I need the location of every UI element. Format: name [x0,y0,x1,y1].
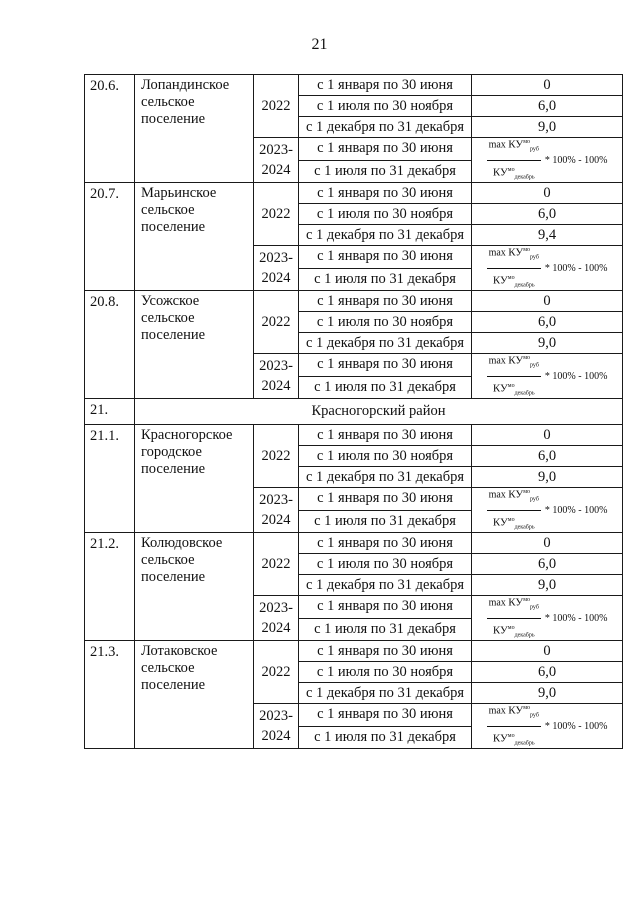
formula-ky: КУ [492,165,508,178]
formula-fraction [487,592,541,644]
formula-cell [472,246,623,291]
formula-sub-december: декабрь [514,631,535,638]
value-cell: 0 [472,533,623,554]
year-range-start: 2023- [259,600,293,616]
formula-sup-mo: мо [507,166,515,173]
formula-fraction [487,242,541,294]
period-cell: с 1 января по 30 июня [299,183,472,204]
period-cell: с 1 января по 30 июня [299,596,472,619]
tariff-formula [472,354,622,398]
period-cell: с 1 июля по 31 декабря [299,376,472,399]
formula-numerator [487,700,541,726]
formula-max: max [488,597,506,609]
year-range-cell [254,138,299,183]
formula-cell [472,488,623,533]
value-cell: 9,0 [472,467,623,488]
value-cell: 6,0 [472,204,623,225]
region-number: 21. [85,399,135,425]
year-range-end: 2024 [261,620,291,636]
year-range-end: 2024 [261,270,291,286]
year-cell: 2022 [254,291,299,354]
period-cell: с 1 июля по 30 ноября [299,96,472,117]
value-cell: 0 [472,75,623,96]
period-cell: с 1 декабря по 31 декабря [299,467,472,488]
period-cell: с 1 декабря по 31 декабря [299,117,472,138]
year-range-cell [254,246,299,291]
year-cell: 2022 [254,75,299,138]
formula-denominator [493,619,535,644]
period-cell: с 1 января по 30 июня [299,425,472,446]
formula-ky: КУ [508,354,524,367]
period-cell: с 1 июля по 31 декабря [299,510,472,533]
period-cell: с 1 января по 30 июня [299,75,472,96]
value-cell: 6,0 [472,96,623,117]
settlement-name: Красногорское городское поселение [135,425,254,533]
value-cell: 9,0 [472,683,623,704]
tariff-formula [472,704,622,748]
formula-sup-mo: мо [507,382,515,389]
formula-denominator [493,269,535,294]
formula-sup-mo: мо [523,597,530,604]
formula-numerator [487,592,541,618]
formula-max: max [488,247,506,259]
formula-sub-december: декабрь [514,281,535,288]
formula-tail: * 100% - 100% [544,612,608,624]
year-range-end: 2024 [261,728,291,744]
formula-denominator [493,161,535,186]
formula-ky: КУ [508,704,524,717]
formula-tail: * 100% - 100% [544,504,608,516]
value-cell: 6,0 [472,554,623,575]
formula-sub-december: декабрь [514,173,535,180]
period-cell: с 1 июля по 31 декабря [299,268,472,291]
formula-ky: КУ [492,381,508,394]
entry-number: 21.3. [85,641,135,749]
value-cell: 6,0 [472,446,623,467]
year-range-cell [254,704,299,749]
formula-sup-mo: мо [523,139,530,146]
value-cell: 9,0 [472,333,623,354]
formula-numerator [487,484,541,510]
formula-ky: КУ [492,273,508,286]
entry-number: 21.1. [85,425,135,533]
period-cell: с 1 января по 30 июня [299,641,472,662]
formula-ky: КУ [508,138,524,151]
formula-denominator [493,511,535,536]
year-range-cell [254,596,299,641]
period-cell: с 1 декабря по 31 декабря [299,575,472,596]
formula-max: max [488,489,506,501]
formula-tail: * 100% - 100% [544,154,608,166]
formula-sub-rub: руб [530,254,539,261]
settlement-name: Усожское сельское поселение [135,291,254,399]
period-cell: с 1 января по 30 июня [299,291,472,312]
period-cell: с 1 июля по 30 ноября [299,204,472,225]
formula-cell [472,138,623,183]
value-cell: 0 [472,641,623,662]
year-range-start: 2023- [259,142,293,158]
formula-fraction [487,134,541,186]
table-row [85,291,623,312]
period-cell: с 1 января по 30 июня [299,354,472,377]
formula-tail: * 100% - 100% [544,370,608,382]
table-row [85,641,623,662]
period-cell: с 1 июля по 30 ноября [299,662,472,683]
period-cell: с 1 июля по 30 ноября [299,446,472,467]
entry-number: 20.7. [85,183,135,291]
formula-sup-mo: мо [507,732,515,739]
formula-max: max [488,139,506,151]
entry-number: 20.8. [85,291,135,399]
period-cell: с 1 июля по 31 декабря [299,726,472,749]
formula-numerator [487,134,541,160]
value-cell: 0 [472,183,623,204]
formula-sub-rub: руб [530,604,539,611]
year-range-start: 2023- [259,250,293,266]
formula-sup-mo: мо [523,247,530,254]
settlement-name: Лопандинское сельское поселение [135,75,254,183]
value-cell: 0 [472,291,623,312]
period-cell: с 1 июля по 31 декабря [299,618,472,641]
period-cell: с 1 декабря по 31 декабря [299,683,472,704]
table-row [85,75,623,96]
period-cell: с 1 января по 30 июня [299,246,472,269]
formula-cell [472,704,623,749]
year-range-end: 2024 [261,162,291,178]
formula-tail: * 100% - 100% [544,720,608,732]
page-number: 21 [311,36,328,53]
formula-sub-rub: руб [530,146,539,153]
settlement-name: Лотаковское сельское поселение [135,641,254,749]
year-range-end: 2024 [261,512,291,528]
table-row [85,183,623,204]
formula-ky: КУ [492,731,508,744]
year-range-start: 2023- [259,358,293,374]
year-cell: 2022 [254,641,299,704]
year-cell: 2022 [254,183,299,246]
value-cell: 9,0 [472,117,623,138]
period-cell: с 1 июля по 31 декабря [299,160,472,183]
entry-number: 21.2. [85,533,135,641]
formula-numerator [487,242,541,268]
formula-max: max [488,705,506,717]
formula-sup-mo: мо [523,489,530,496]
formula-sup-mo: мо [523,355,530,362]
year-cell: 2022 [254,533,299,596]
tariff-formula [472,488,622,532]
tariff-formula [472,138,622,182]
table-row [85,425,623,446]
formula-ky: КУ [508,488,524,501]
formula-fraction [487,700,541,752]
region-row [85,399,623,425]
tariff-table-body [85,75,623,749]
formula-ky: КУ [492,623,508,636]
settlement-name: Марьинское сельское поселение [135,183,254,291]
value-cell: 6,0 [472,312,623,333]
formula-ky: КУ [508,596,524,609]
year-range-end: 2024 [261,378,291,394]
settlement-name: Колюдовское сельское поселение [135,533,254,641]
period-cell: с 1 июля по 30 ноября [299,312,472,333]
value-cell: 9,4 [472,225,623,246]
formula-cell [472,354,623,399]
period-cell: с 1 января по 30 июня [299,138,472,161]
year-range-start: 2023- [259,708,293,724]
formula-numerator [487,350,541,376]
formula-sup-mo: мо [507,516,515,523]
tariff-table [84,74,623,749]
formula-fraction [487,350,541,402]
formula-denominator [493,727,535,752]
formula-sub-rub: руб [530,496,539,503]
formula-sub-december: декабрь [514,389,535,396]
value-cell: 0 [472,425,623,446]
value-cell: 6,0 [472,662,623,683]
formula-sup-mo: мо [507,274,515,281]
period-cell: с 1 января по 30 июня [299,704,472,727]
year-range-start: 2023- [259,492,293,508]
period-cell: с 1 января по 30 июня [299,533,472,554]
tariff-formula [472,596,622,640]
period-cell: с 1 декабря по 31 декабря [299,333,472,354]
period-cell: с 1 июля по 30 ноября [299,554,472,575]
formula-ky: КУ [492,515,508,528]
formula-sub-december: декабрь [514,523,535,530]
formula-tail: * 100% - 100% [544,262,608,274]
period-cell: с 1 января по 30 июня [299,488,472,511]
region-title: Красногорский район [135,399,623,425]
value-cell: 9,0 [472,575,623,596]
formula-sub-december: декабрь [514,739,535,746]
formula-sup-mo: мо [523,705,530,712]
formula-sup-mo: мо [507,624,515,631]
formula-ky: КУ [508,246,524,259]
period-cell: с 1 декабря по 31 декабря [299,225,472,246]
formula-denominator [493,377,535,402]
year-range-cell [254,488,299,533]
tariff-formula [472,246,622,290]
table-row [85,533,623,554]
formula-cell [472,596,623,641]
year-cell: 2022 [254,425,299,488]
year-range-cell [254,354,299,399]
formula-max: max [488,355,506,367]
formula-sub-rub: руб [530,712,539,719]
formula-sub-rub: руб [530,362,539,369]
formula-fraction [487,484,541,536]
entry-number: 20.6. [85,75,135,183]
